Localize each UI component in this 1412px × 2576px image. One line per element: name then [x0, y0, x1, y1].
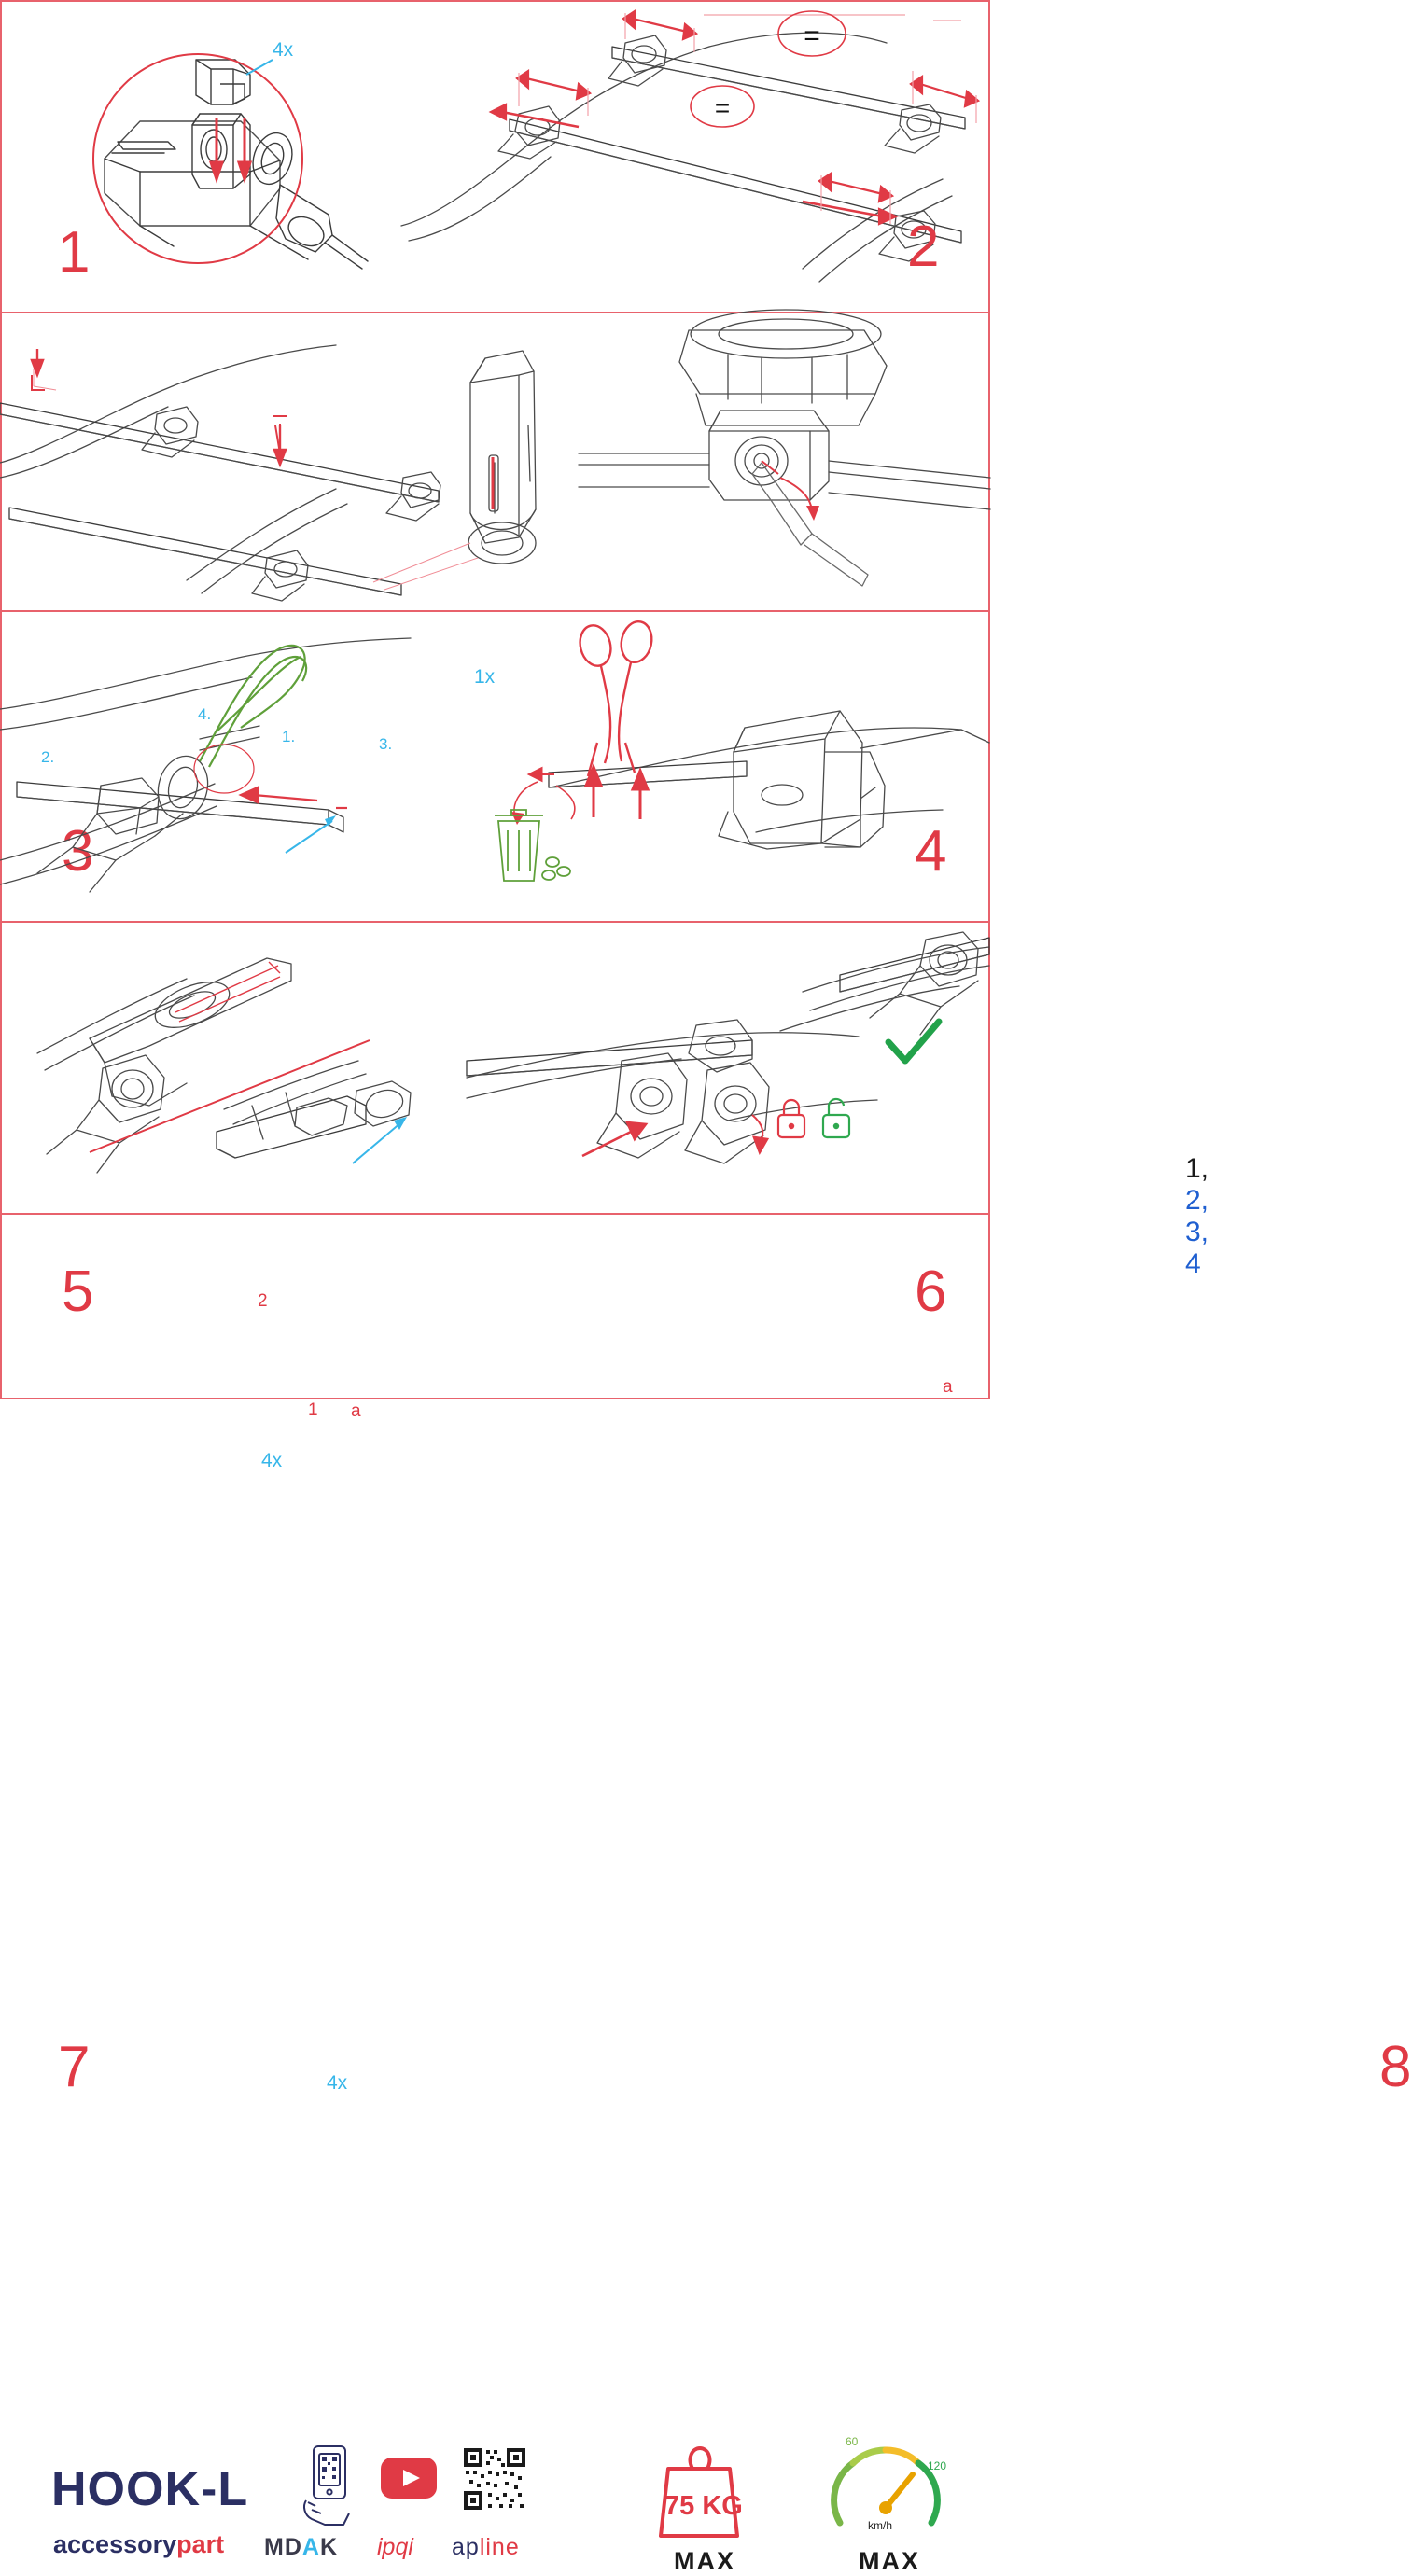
step-2-panel	[401, 2, 990, 312]
step-5-number: 5	[62, 1260, 95, 1324]
partner-mdak	[264, 2534, 338, 2561]
step-3-illustration	[0, 313, 579, 610]
step-5-quantity-label: 4x	[261, 1450, 283, 1471]
step-7-number: 7	[58, 2035, 91, 2099]
brand-name-second: part	[176, 2530, 225, 2558]
step-5-mark-2: 2	[258, 1291, 268, 1311]
step-4-illustration	[579, 313, 990, 610]
partner-apline-part1: ap	[452, 2534, 480, 2560]
speed-tick-low: 60	[846, 2435, 859, 2448]
svg-text:=: =	[714, 93, 731, 122]
step-1-panel	[0, 2, 401, 312]
qr-code-icon	[462, 2446, 527, 2512]
step-8-panel	[467, 923, 1412, 2099]
step-6-illustration	[439, 612, 990, 921]
step-6-panel	[439, 612, 990, 1397]
brand-name-first: accessory	[53, 2530, 177, 2558]
step-5-mark-1: 1	[308, 1400, 318, 1420]
step-6-number: 6	[915, 1260, 948, 1324]
step-6-mark-a: a	[943, 1377, 953, 1397]
step-2-number: 2	[907, 215, 941, 279]
step-8-number: 8	[1379, 2035, 1412, 2099]
step-8-illustration	[467, 923, 990, 1213]
step-4-seq-1: 1,	[1185, 1153, 1209, 1184]
partner-apline-part2: line	[479, 2534, 520, 2560]
speed-tick-high: 120	[928, 2459, 947, 2472]
phone-qr-scan-icon	[297, 2444, 364, 2528]
step-4-number: 4	[915, 819, 948, 884]
speed-limit-label: MAX	[859, 2547, 920, 2575]
step-5-illustration	[0, 612, 439, 921]
step-7-panel	[0, 923, 467, 2099]
partner-mdak-part1: MD	[264, 2534, 302, 2560]
youtube-icon[interactable]	[381, 2458, 437, 2499]
step-3-number: 3	[62, 819, 95, 884]
brand-logo	[53, 2530, 224, 2559]
step-7-quantity-label: 4x	[327, 2072, 348, 2094]
partner-ipqi: ipqi	[377, 2534, 413, 2560]
product-title: HOOK-L	[51, 2462, 249, 2516]
step-3-order-label-4: 4.	[198, 705, 212, 723]
svg-text:=: =	[804, 21, 820, 51]
step-4-panel	[579, 313, 1209, 1279]
weight-limit-label: MAX	[674, 2547, 735, 2575]
step-7-illustration	[0, 923, 467, 1213]
step-4-seq-2: 2,	[1185, 1185, 1209, 1216]
step-3-quantity-label: 1x	[474, 666, 496, 688]
step-3-order-label-2: 2.	[41, 748, 55, 766]
partner-mdak-part3: K	[319, 2534, 339, 2560]
partner-mdak-part2: A	[301, 2534, 320, 2560]
step-3-order-label-3: 3.	[379, 735, 393, 753]
step-2-illustration	[401, 2, 990, 312]
step-1-quantity-label: 4x	[273, 39, 294, 61]
step-4-sequence	[1185, 1153, 1209, 1280]
partner-apline	[452, 2534, 520, 2561]
speed-unit-label: km/h	[868, 2519, 893, 2532]
step-5-panel	[0, 612, 439, 1471]
step-4-seq-4: 4	[1185, 1248, 1201, 1279]
step-3-panel	[0, 313, 579, 884]
weight-limit-value: 75 KG	[664, 2491, 743, 2521]
step-3-order-label-1: 1.	[282, 728, 296, 745]
step-1-number: 1	[58, 220, 91, 285]
step-5-mark-a: a	[351, 1401, 361, 1421]
step-4-seq-3: 3,	[1185, 1217, 1209, 1247]
